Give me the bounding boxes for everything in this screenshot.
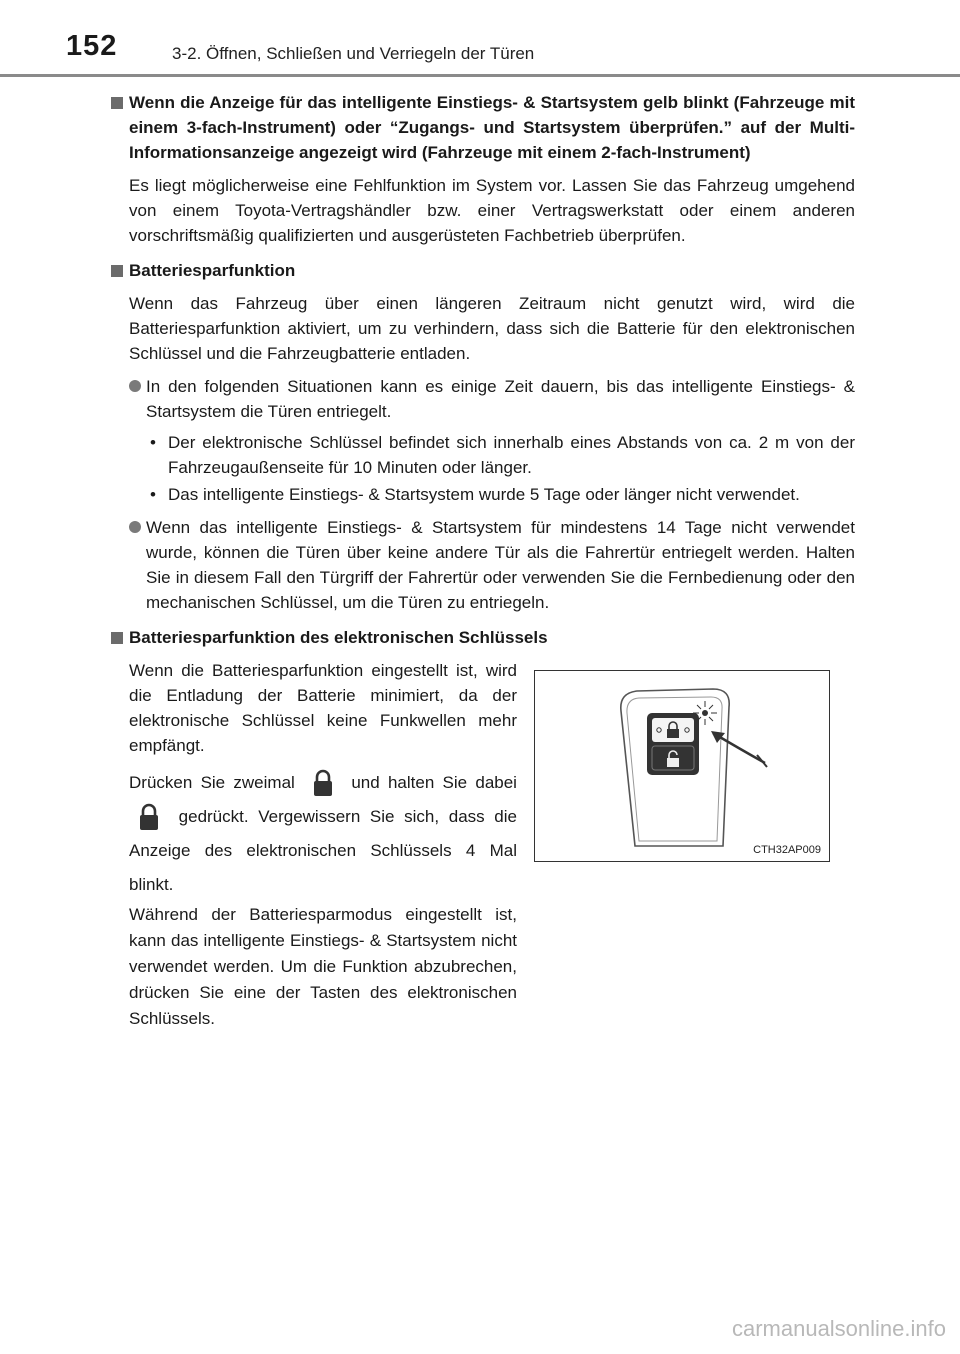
section-heading [111,90,855,165]
list-item-text: In den folgenden Situationen kann es einige Zeit dauern, bis das intelligente Einstiegs- & Startsystem die Türen entriegelt. [146,377,855,421]
electronic-key-illustration [535,671,829,861]
square-bullet-icon [111,97,123,109]
circle-bullet-icon [129,521,141,533]
section-indicator-warning [111,90,855,248]
paragraph [129,766,517,902]
instruction-fragment: gedrückt. Vergewissern Sie sich, dass die Anzeige des elektronischen Schlüssels 4 Mal blinkt. [129,807,517,894]
page-number: 152 [66,30,118,62]
chapter-title: 3-2. Öffnen, Schließen und Verriegeln der Türen [172,44,535,63]
section-battery-saving [111,258,855,615]
instruction-fragment: und halten Sie dabei [351,773,517,792]
page-content [111,90,855,1028]
watermark: carmanualsonline.info [731,1316,946,1341]
dot-bullet-icon: • [150,485,156,504]
sub-list-item-text: Das intelligente Einstiegs- & Startsystem wurde 5 Tage oder länger nicht verwendet. [168,485,800,504]
key-illustration [534,670,830,862]
header-divider [0,74,960,77]
dot-bullet-icon: • [150,433,156,452]
sub-list-item-text: Der elektronische Schlüssel befindet sich innerhalb eines Abstands von ca. 2 m von der Fahrzeugaußenseite für 10 Minuten oder länger. [168,433,855,477]
sub-list-item [146,430,855,480]
lock-icon [303,769,343,799]
unlock-icon [129,803,169,833]
sub-list-item [146,482,855,507]
figure-code: CTH32AP009 [753,844,821,856]
section-heading [111,258,855,283]
section-heading-text: Batteriesparfunktion [129,261,296,280]
list-item-text: Wenn das intelligente Einstiegs- & Startsystem für mindestens 14 Tage nicht verwendet wurde, können die Türen über keine andere Tür als die Fahrertür entriegelt werden. Halten Sie in diesem Fall den Türgriff der Fahrertür oder verwenden Sie die Fernbedienung oder den mechanischen Schlüssel, um die Türen zu entriegeln. [146,518,855,612]
paragraph: Wenn die Batteriesparfunktion eingestellt ist, wird die Entladung der Batterie minimiert, da der elektronische Schlüssel keine Funkwellen mehr empfängt. [129,661,517,755]
section-heading-text: Wenn die Anzeige für das intelligente Einstiegs- & Startsystem gelb blinkt (Fahrzeuge mit einem 3-fach-Instrument) oder “Zugangs- und Startsystem überprüfen.” auf der Multi-Informationsanzeige angezeigt wird (Fahrzeuge mit einem 2-fach-Instrument) [129,93,855,162]
two-column-block [111,658,855,1028]
paragraph: Während der Batteriesparmodus eingestellt ist, kann das intelligente Einstiegs- & Startsystem nicht verwendet werden. Um die Funktion abzubrechen, drücken Sie eine der Tasten des elektronischen Schlüssels. [129,905,517,1028]
circle-bullet-icon [129,380,141,392]
paragraph: Es liegt möglicherweise eine Fehlfunktion im System vor. Lassen Sie das Fahrzeug umgehend von einem Toyota-Vertragshändler bzw. einer Vertragswerkstatt oder einem anderen vorschriftsmäßig qualifizierten und ausgerüsteten Fachbetrieb überprüfen. [129,176,855,245]
section-heading-text: Batteriesparfunktion des elektronischen Schlüssels [129,628,548,647]
square-bullet-icon [111,265,123,277]
instruction-text [129,658,517,1040]
paragraph: Wenn das Fahrzeug über einen längeren Zeitraum nicht genutzt wird, wird die Batteriesparfunktion aktiviert, um zu verhindern, dass sich die Batterie für den elektronischen Schlüssel und die Fahrzeugbatterie entladen. [129,294,855,363]
list-item [129,374,855,424]
square-bullet-icon [111,632,123,644]
sub-list [146,430,855,507]
section-heading [111,625,855,650]
section-key-battery-saving [111,625,855,1028]
instruction-fragment: Drücken Sie zweimal [129,773,295,792]
list-item [129,515,855,615]
